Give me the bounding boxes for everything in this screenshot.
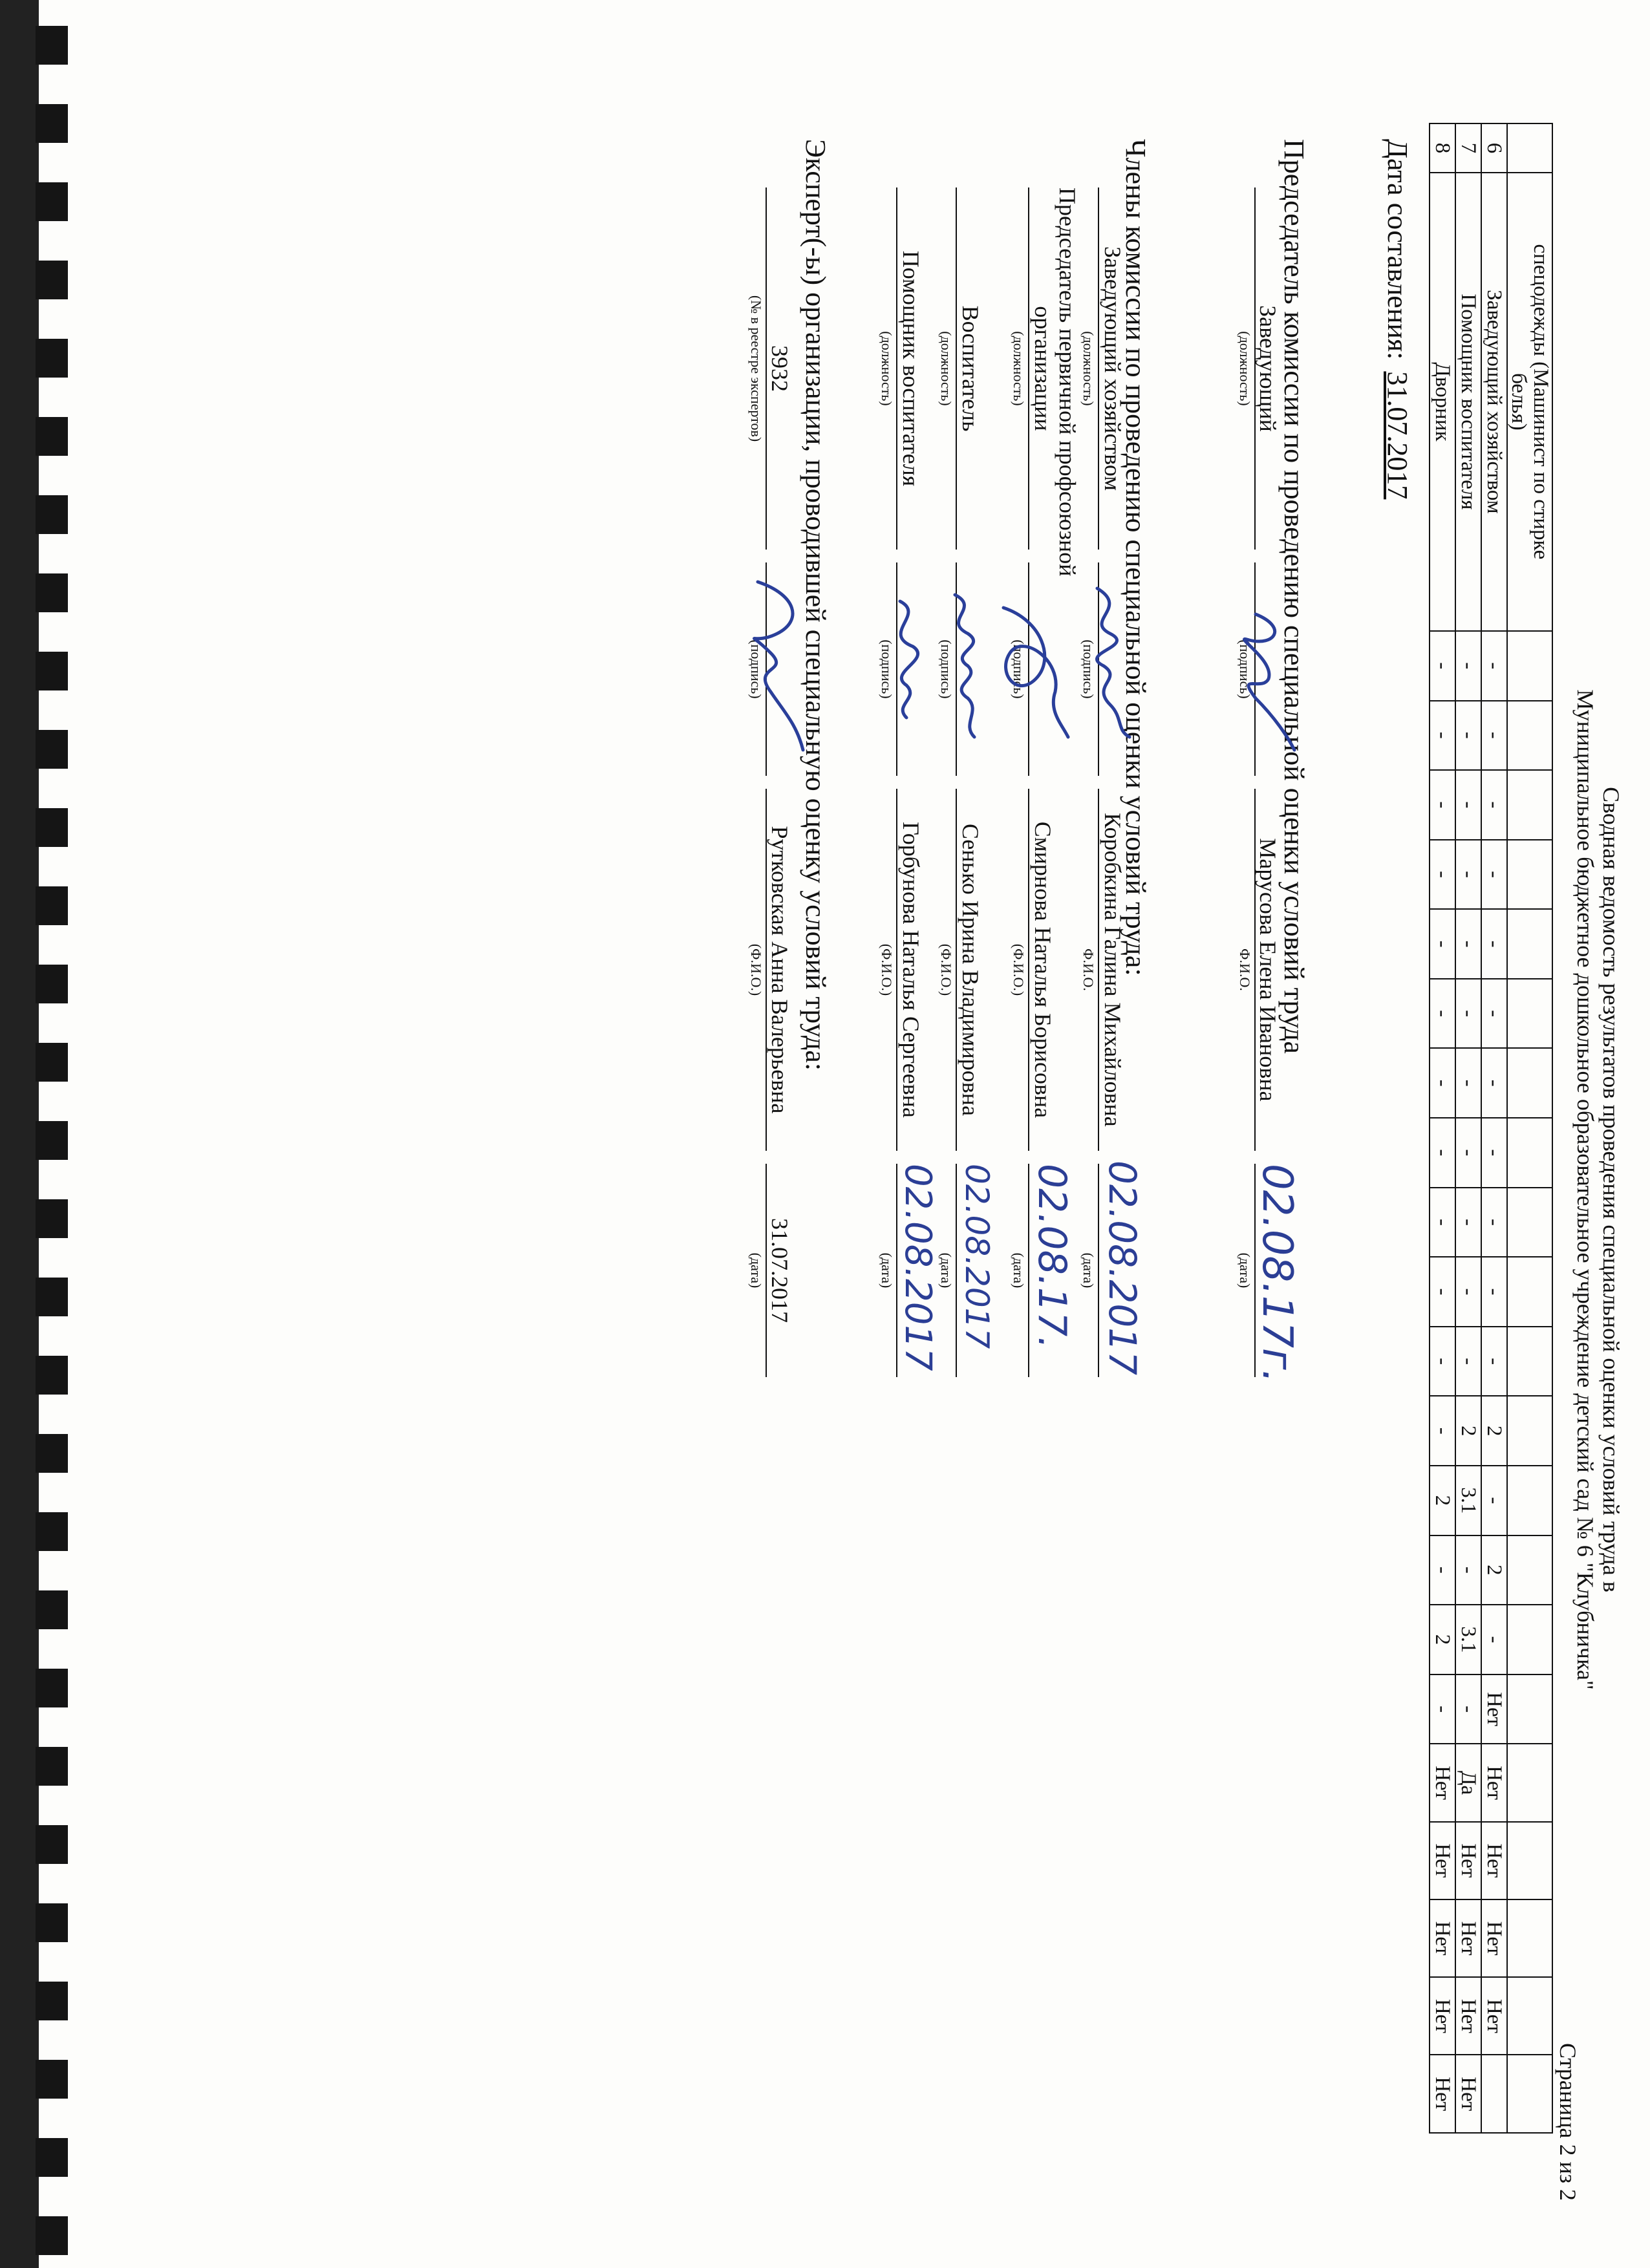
- member-date-handwritten: 02.08.2017: [1100, 1161, 1144, 1376]
- table-cell: Нет: [1430, 1744, 1455, 1821]
- chair-signature: [1210, 588, 1314, 763]
- table-cell: [1507, 1674, 1552, 1744]
- table-cell: -: [1430, 979, 1455, 1049]
- member-position-caption: (должность): [1080, 331, 1097, 406]
- member-fio-line: [1098, 789, 1099, 1151]
- table-cell: [1507, 1535, 1552, 1605]
- expert-fio-caption: (Ф.И.О.): [748, 943, 764, 996]
- table-cell: -: [1455, 1674, 1481, 1744]
- member-fio: Сенько Ирина Владимировна: [958, 823, 983, 1117]
- table-cell: [1507, 1822, 1552, 1899]
- member-fio: Смирнова Наталья Борисовна: [1030, 821, 1056, 1118]
- expert-registry-caption: (№ в реестре экспертов): [748, 295, 764, 442]
- table-cell: Нет: [1481, 1977, 1507, 2055]
- table-cell: -: [1481, 1257, 1507, 1327]
- member-fio: Горбунова Наталья Сергеевна: [898, 822, 924, 1118]
- table-cell: Да: [1455, 1744, 1481, 1821]
- table-cell: 2: [1455, 1396, 1481, 1466]
- table-cell: Нет: [1430, 1899, 1455, 1977]
- chair-position: Заведующий: [1255, 305, 1281, 432]
- members-heading: Члены комиссии по проведению специальной оценки условий труда:: [1120, 139, 1152, 976]
- chair-position-caption: (должность): [1237, 331, 1253, 406]
- member-date-caption: (дата): [1011, 1252, 1027, 1289]
- table-cell: [1507, 1899, 1552, 1977]
- expert-registry-line: [766, 187, 767, 550]
- expert-date-caption: (дата): [748, 1252, 764, 1289]
- table-cell: [1507, 1257, 1552, 1327]
- date-line: [1381, 139, 1414, 499]
- member-date-caption: (дата): [938, 1252, 954, 1289]
- table-cell: [1507, 1396, 1552, 1466]
- member-date-handwritten: 02.08.17.: [1029, 1164, 1075, 1349]
- table-cell: -: [1455, 1118, 1481, 1188]
- row-name-line1: Заведующий хозяйством: [1483, 290, 1506, 514]
- table-cell: -: [1455, 1257, 1481, 1327]
- table-cell: 3.1: [1455, 1605, 1481, 1674]
- member-fio-line: [896, 789, 897, 1151]
- table-cell: Нет: [1481, 1899, 1507, 1977]
- row-number-cell: 8: [1430, 123, 1455, 173]
- member-position: Заведующий хозяйством: [1100, 246, 1126, 491]
- table-cell: Нет: [1430, 2055, 1455, 2133]
- member-fio-caption: (Ф.И.О.): [1011, 943, 1027, 996]
- table-cell: -: [1455, 909, 1481, 979]
- table-cell: -: [1455, 840, 1481, 910]
- table-cell: -: [1455, 979, 1481, 1049]
- table-cell: -: [1455, 631, 1481, 701]
- table-cell: -: [1430, 631, 1455, 701]
- member-position-line: [956, 187, 957, 550]
- table-cell: Нет: [1481, 1822, 1507, 1899]
- table-cell: 3.1: [1455, 1466, 1481, 1535]
- chair-fio-caption: Ф.И.О.: [1237, 948, 1253, 991]
- table-cell: [1507, 1118, 1552, 1188]
- member-fio-line: [1028, 789, 1029, 1151]
- table-cell: -: [1481, 1118, 1507, 1188]
- table-cell: -: [1430, 1257, 1455, 1327]
- table-cell: [1507, 1048, 1552, 1118]
- table-cell: -: [1481, 1327, 1507, 1396]
- expert-fio-line: [766, 789, 767, 1151]
- header-title-line1: Сводная ведомость результатов проведения специальной оценки условий труда в: [1598, 787, 1624, 1592]
- chair-signature-caption: (подпись): [1237, 639, 1253, 699]
- table-cell: [1507, 1977, 1552, 2055]
- table-row: [1481, 123, 1507, 2133]
- table-row: [1507, 123, 1552, 2133]
- member-position: Председатель первичной профсоюзной: [1055, 187, 1080, 577]
- member-signature-caption: (подпись): [1011, 639, 1027, 699]
- member-position: Воспитатель: [958, 305, 983, 432]
- table-cell: -: [1430, 1327, 1455, 1396]
- date-label: Дата составления:: [1382, 139, 1413, 360]
- member-date-handwritten: 02.08.2017: [958, 1164, 996, 1349]
- table-cell: -: [1430, 770, 1455, 840]
- table-cell: -: [1430, 1048, 1455, 1118]
- row-name-line1: Помощник воспитателя: [1457, 294, 1480, 510]
- expert-date: 31.07.2017: [767, 1218, 793, 1323]
- table-cell: -: [1455, 701, 1481, 771]
- row-number-cell: 7: [1455, 123, 1481, 173]
- table-cell: -: [1481, 1605, 1507, 1674]
- page-number: Страница 2 из 2: [1555, 2043, 1581, 2201]
- table-cell: 2: [1430, 1466, 1455, 1535]
- table-cell: -: [1430, 1118, 1455, 1188]
- table-cell: [1507, 1744, 1552, 1821]
- table-cell: [1507, 840, 1552, 910]
- table-cell: [1507, 2055, 1552, 2133]
- row-name-cell: [1455, 173, 1481, 631]
- table-cell: 2: [1481, 1535, 1507, 1605]
- member-signature-caption: (подпись): [879, 639, 895, 699]
- member-date-line: [1098, 1164, 1099, 1377]
- table-cell: -: [1455, 1535, 1481, 1605]
- member-position: Помощник воспитателя: [898, 250, 924, 487]
- member-fio-caption: (Ф.И.О.): [938, 943, 954, 996]
- table-cell: -: [1455, 1048, 1481, 1118]
- table-cell: 2: [1430, 1605, 1455, 1674]
- member-date-caption: (дата): [1080, 1252, 1097, 1289]
- row-number-cell: 6: [1481, 123, 1507, 173]
- table-cell: -: [1481, 770, 1507, 840]
- table-cell: [1481, 2055, 1507, 2133]
- table-cell: -: [1481, 909, 1507, 979]
- member-position-caption: (должность): [879, 331, 895, 406]
- table-cell: -: [1481, 1048, 1507, 1118]
- table-cell: Нет: [1430, 1822, 1455, 1899]
- member-position-line: [1098, 187, 1099, 550]
- table-cell: [1507, 631, 1552, 701]
- header-title-line2: Муниципальное бюджетное дошкольное образовательное учреждение детский сад № 6 "Клубничка": [1572, 689, 1598, 1690]
- member-position-line2: организации: [1030, 306, 1056, 431]
- row-name-cell: [1507, 173, 1552, 631]
- table-cell: -: [1430, 701, 1455, 771]
- member-fio-caption: Ф.И.О.: [1080, 948, 1097, 991]
- member-position-caption: (должность): [1011, 331, 1027, 406]
- table-cell: -: [1430, 1188, 1455, 1257]
- table-cell: -: [1481, 840, 1507, 910]
- table-cell: -: [1455, 1327, 1481, 1396]
- member-signature-caption: (подпись): [1080, 639, 1097, 699]
- chair-fio-line: [1254, 789, 1256, 1151]
- table-cell: [1507, 909, 1552, 979]
- expert-signature: [732, 569, 822, 763]
- table-cell: [1507, 770, 1552, 840]
- table-cell: [1507, 1188, 1552, 1257]
- expert-registry-number: 3932: [767, 345, 793, 392]
- member-position-line: [1028, 187, 1029, 550]
- member-fio-line: [956, 789, 957, 1151]
- table-row: [1430, 123, 1455, 2133]
- member-signature-caption: (подпись): [938, 639, 954, 699]
- member-fio-caption: (Ф.И.О.): [879, 943, 895, 996]
- date-value: 31.07.2017: [1382, 371, 1413, 500]
- table-row: [1455, 123, 1481, 2133]
- table-cell: -: [1481, 701, 1507, 771]
- table-cell: [1507, 1466, 1552, 1535]
- table-cell: Нет: [1430, 1977, 1455, 2055]
- table-cell: -: [1481, 1188, 1507, 1257]
- member-signature: [868, 582, 939, 750]
- chair-fio: Марусова Елена Ивановна: [1255, 838, 1281, 1102]
- expert-fio: Рутковская Анна Валерьевна: [767, 826, 793, 1114]
- table-cell: -: [1430, 1396, 1455, 1466]
- table-cell: Нет: [1481, 1674, 1507, 1744]
- table-cell: Нет: [1455, 2055, 1481, 2133]
- member-date-caption: (дата): [879, 1252, 895, 1289]
- results-table: [1429, 123, 1553, 2134]
- expert-heading: Эксперт(-ы) организации, проводившей специальную оценку условий труда:: [800, 139, 831, 1071]
- table-cell: [1507, 1605, 1552, 1674]
- chair-position-line: [1254, 187, 1256, 550]
- row-number-cell: [1507, 123, 1552, 173]
- table-cell: -: [1430, 840, 1455, 910]
- table-cell: -: [1430, 909, 1455, 979]
- row-name-line2: белья): [1507, 373, 1530, 431]
- chair-date-handwritten: 02.08.17г.: [1253, 1164, 1301, 1383]
- table-cell: -: [1481, 979, 1507, 1049]
- chair-heading: Председатель комиссии по проведению специальной оценки условий труда: [1278, 139, 1310, 1054]
- expert-date-line: [766, 1164, 767, 1377]
- table-cell: 2: [1481, 1396, 1507, 1466]
- table-cell: Нет: [1455, 1899, 1481, 1977]
- table-cell: Нет: [1455, 1977, 1481, 2055]
- row-name-line1: Дворник: [1431, 362, 1454, 442]
- row-name-line1: спецодежды (Машинист по стирке: [1529, 244, 1552, 560]
- table-cell: -: [1430, 1674, 1455, 1744]
- table-cell: -: [1430, 1535, 1455, 1605]
- member-date-handwritten: 02.08.2017: [897, 1164, 939, 1371]
- member-position-caption: (должность): [938, 331, 954, 406]
- member-date-line: [956, 1164, 957, 1377]
- results-table-body: [1430, 123, 1552, 2133]
- table-cell: [1507, 979, 1552, 1049]
- table-cell: [1507, 1327, 1552, 1396]
- table-cell: -: [1481, 631, 1507, 701]
- table-cell: Нет: [1455, 1822, 1481, 1899]
- table-cell: -: [1455, 770, 1481, 840]
- row-name-cell: [1430, 173, 1455, 631]
- member-position-line: [896, 187, 897, 550]
- table-cell: [1507, 701, 1552, 771]
- expert-signature-caption: (подпись): [748, 639, 764, 699]
- member-fio: Коробкина Галина Михайловна: [1100, 813, 1126, 1127]
- row-name-cell: [1481, 173, 1507, 631]
- table-cell: -: [1455, 1188, 1481, 1257]
- chair-date-caption: (дата): [1237, 1252, 1253, 1289]
- table-cell: Нет: [1481, 1744, 1507, 1821]
- table-cell: -: [1481, 1466, 1507, 1535]
